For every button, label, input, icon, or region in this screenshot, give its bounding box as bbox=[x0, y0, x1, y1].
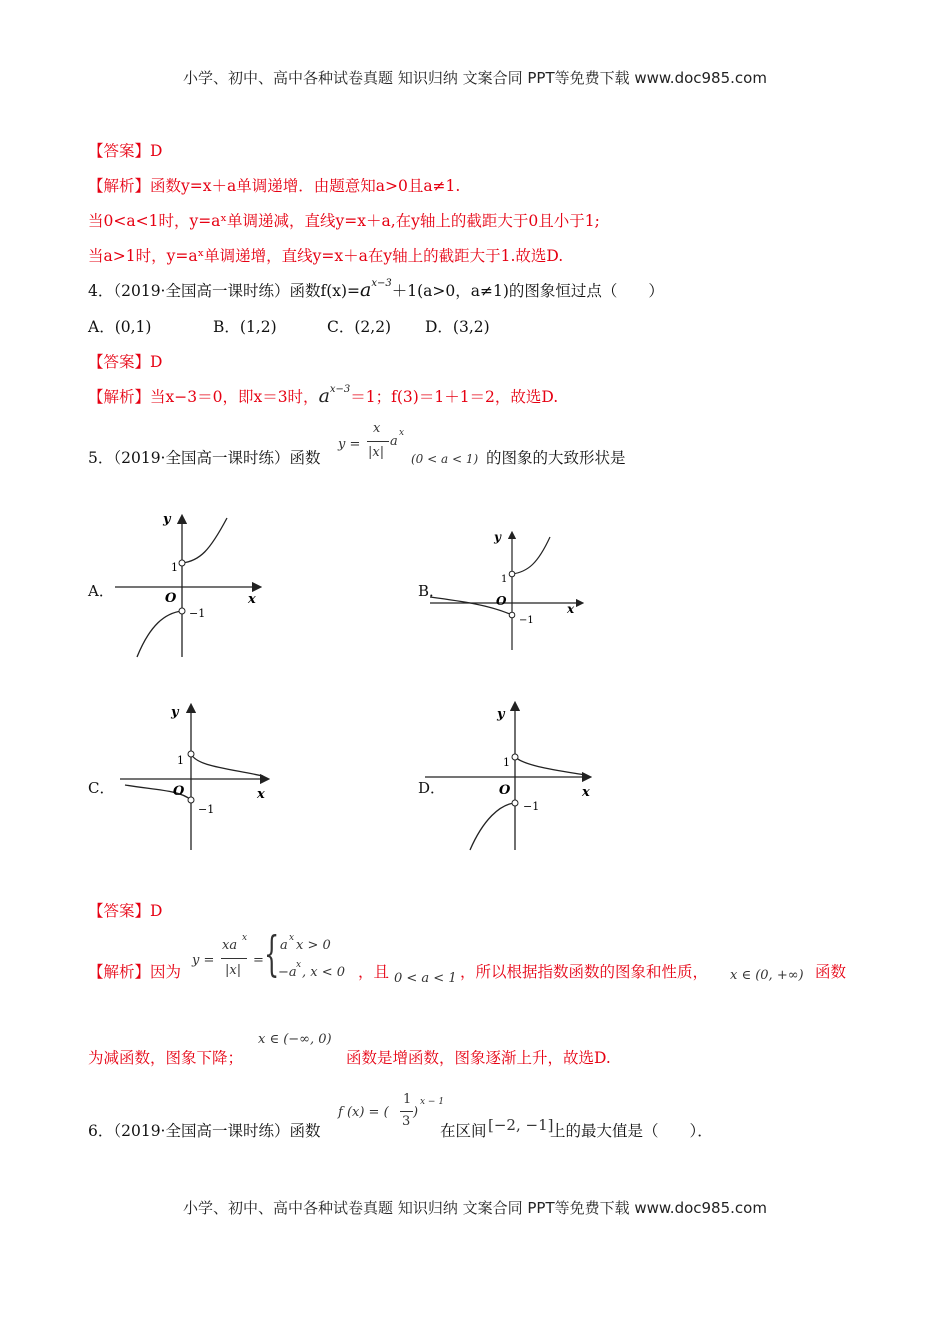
q4-analysis-base: a bbox=[318, 385, 330, 407]
q4-analysis bbox=[88, 385, 558, 407]
q5-f-den: |x| bbox=[225, 963, 242, 978]
q4-stem bbox=[88, 279, 664, 301]
q3-answer: 【答案】D bbox=[88, 142, 163, 160]
y-label: y bbox=[171, 705, 179, 720]
q5-fraction-bar bbox=[367, 441, 389, 442]
x-label: x bbox=[567, 602, 575, 616]
q4-option-c: C．(2,2) bbox=[327, 318, 392, 336]
q3-analysis-line3: 当a>1时，y=aˣ单调递增，直线y=x＋a在y轴上的截距大于1.故选D. bbox=[88, 247, 564, 265]
q5-graph-c-label: C． bbox=[88, 779, 115, 797]
q5-stem-suffix: 的图象的大致形状是 bbox=[486, 449, 626, 467]
q5-answer: 【答案】D bbox=[88, 902, 163, 920]
curve-right bbox=[191, 754, 263, 776]
q5-analysis-mid2: ，所以根据指数函数的图象和性质， bbox=[460, 963, 709, 981]
q3-analysis-line2: 当0<a<1时，y=aˣ单调递减，直线y=x＋a,在y轴上的截距大于0且小于1; bbox=[88, 212, 600, 230]
q5-f-case1: a bbox=[280, 938, 288, 953]
q4-option-d: D．(3,2) bbox=[425, 318, 490, 336]
q6-fraction-bar bbox=[400, 1111, 413, 1112]
q5-f-num: xa bbox=[222, 938, 238, 953]
origin-label: O bbox=[496, 594, 507, 608]
q6-interval: [−2, −1] bbox=[488, 1116, 554, 1134]
q5-graph-d bbox=[425, 700, 610, 855]
curve-right bbox=[512, 537, 550, 574]
y-label: y bbox=[497, 707, 505, 722]
label-1: 1 bbox=[171, 561, 178, 574]
q5-graph-a bbox=[105, 505, 275, 665]
label-minus1: −1 bbox=[198, 803, 215, 816]
q5-graph-c bbox=[115, 700, 280, 855]
page-footer: 小学、初中、高中各种试卷真题 知识归纳 文案合同 PPT等免费下载 www.doc985.com bbox=[183, 1199, 767, 1217]
q4-stem-base: a bbox=[360, 279, 372, 301]
origin-label: O bbox=[499, 783, 511, 798]
open-point-minus1 bbox=[509, 612, 515, 618]
q6-f-rp: ) bbox=[413, 1105, 419, 1120]
q6-stem-suffix: 上的最大值是（ ）． bbox=[550, 1122, 713, 1140]
x-label: x bbox=[582, 785, 590, 800]
label-1: 1 bbox=[503, 756, 510, 769]
origin-label: O bbox=[173, 784, 185, 799]
q5-interval1: x ∈ (0, +∞) bbox=[730, 968, 804, 983]
q4-answer: 【答案】D bbox=[88, 353, 163, 371]
curve-right bbox=[515, 757, 585, 775]
q5-f-case1-cond: x > 0 bbox=[296, 938, 331, 953]
q4-analysis-suffix: ＝1；f(3)＝1＋1＝2，故选D. bbox=[350, 388, 559, 406]
q5-f-brace: { bbox=[264, 926, 280, 982]
y-label: y bbox=[163, 512, 171, 527]
open-point-minus1 bbox=[512, 800, 518, 806]
q6-stem-mid: 在区间 bbox=[440, 1122, 487, 1140]
q6-f-den: 3 bbox=[402, 1114, 411, 1129]
q6-f-lhs: f (x) = ( bbox=[338, 1105, 389, 1120]
open-point-1 bbox=[512, 754, 518, 760]
label-minus1: −1 bbox=[523, 800, 540, 813]
q4-option-a: A．(0,1) bbox=[88, 318, 152, 336]
q5-line2-suffix: 函数是增函数，图象逐渐上升，故选D. bbox=[346, 1049, 611, 1067]
y-label: y bbox=[494, 530, 501, 544]
open-point-minus1 bbox=[188, 797, 194, 803]
q5-f-case1-exp: x bbox=[289, 933, 295, 943]
q6-f-exp: x − 1 bbox=[420, 1097, 445, 1107]
q5-formula-den: |x| bbox=[368, 445, 385, 460]
q6-stem-prefix: 6．（2019·全国高一课时练）函数 bbox=[88, 1122, 321, 1140]
curve-left bbox=[137, 611, 182, 657]
q5-formula-exp: x bbox=[399, 428, 405, 438]
q5-graph-d-label: D． bbox=[418, 779, 446, 797]
q5-cond: 0 < a < 1 bbox=[394, 971, 457, 986]
q5-graph-a-label: A． bbox=[88, 582, 114, 600]
q5-interval2: x ∈ (−∞, 0) bbox=[258, 1032, 332, 1047]
q4-analysis-exp: x−3 bbox=[329, 384, 351, 395]
open-point-minus1 bbox=[179, 608, 185, 614]
q5-stem-prefix: 5．（2019·全国高一课时练）函数 bbox=[88, 449, 321, 467]
open-point-1 bbox=[509, 571, 515, 577]
q5-f-eq: = bbox=[253, 953, 264, 968]
curve-right bbox=[182, 518, 227, 563]
q4-stem-prefix: 4．（2019·全国高一课时练）函数f(x)= bbox=[88, 282, 361, 300]
q3-analysis-line1: 【解析】函数y=x＋a单调递增．由题意知a>0且a≠1. bbox=[88, 177, 461, 195]
origin-label: O bbox=[165, 591, 177, 606]
q5-line2-prefix: 为减函数，图象下降； bbox=[88, 1049, 244, 1067]
q4-stem-suffix: ＋1(a>0，a≠1)的图象恒过点（ ） bbox=[391, 282, 664, 300]
q5-f-case2-cond: , x < 0 bbox=[302, 965, 346, 980]
q5-graph-b-label: B． bbox=[418, 582, 445, 600]
q5-formula-num: x bbox=[373, 421, 381, 436]
q5-f-fraction-bar bbox=[221, 958, 247, 959]
q5-formula-y: y = bbox=[338, 437, 361, 452]
q5-formula-base: a bbox=[390, 434, 398, 449]
q4-option-b: B．(1,2) bbox=[213, 318, 277, 336]
q5-f-lhs: y = bbox=[192, 953, 215, 968]
x-label: x bbox=[248, 592, 256, 607]
q5-graph-b bbox=[430, 525, 590, 655]
q6-f-num: 1 bbox=[403, 1092, 412, 1107]
label-1: 1 bbox=[501, 574, 508, 585]
q4-analysis-prefix: 【解析】当x−3＝0，即x＝3时， bbox=[88, 388, 319, 406]
open-point-1 bbox=[188, 751, 194, 757]
x-label: x bbox=[257, 787, 265, 802]
label-minus1: −1 bbox=[519, 615, 534, 626]
q5-analysis-mid1: ，且 bbox=[358, 963, 390, 981]
curve-left bbox=[470, 803, 515, 850]
q5-analysis-prefix: 【解析】因为 bbox=[88, 963, 182, 981]
open-point-1 bbox=[179, 560, 185, 566]
q5-analysis-end1: 函数 bbox=[815, 963, 847, 981]
label-minus1: −1 bbox=[189, 607, 206, 620]
q5-f-case2-exp: x bbox=[296, 960, 302, 970]
page-header: 小学、初中、高中各种试卷真题 知识归纳 文案合同 PPT等免费下载 www.doc985.com bbox=[183, 69, 767, 87]
q4-stem-exp: x−3 bbox=[371, 278, 392, 289]
label-1: 1 bbox=[177, 754, 184, 767]
q5-f-case2: −a bbox=[278, 965, 297, 980]
q5-f-num-exp: x bbox=[242, 933, 248, 943]
q5-formula-cond: (0 < a < 1) bbox=[411, 452, 479, 466]
